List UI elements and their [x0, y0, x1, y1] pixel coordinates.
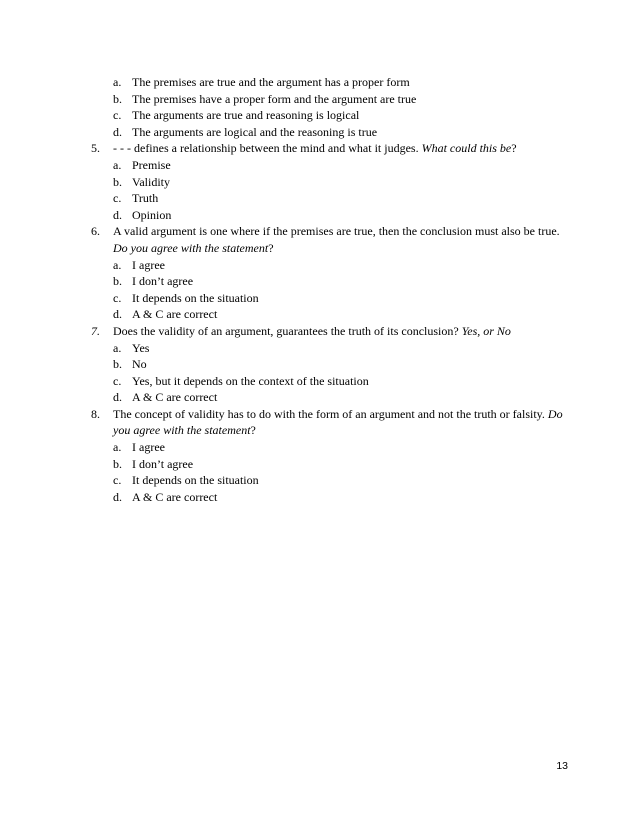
question-number: 8. [91, 406, 100, 421]
question-number: 5. [91, 141, 100, 156]
option-letter: d. [113, 390, 122, 405]
option-text: The arguments are true and reasoning is logical [132, 108, 360, 123]
option-letter: a. [113, 157, 122, 172]
option-7d [91, 389, 571, 406]
option-text: It depends on the situation [132, 290, 259, 305]
question-end: ? [511, 141, 517, 156]
option-text: Yes [132, 340, 150, 355]
option-letter: a. [113, 257, 122, 272]
option-letter: b. [113, 274, 122, 289]
option-letter: b. [113, 456, 122, 471]
option-5b [91, 174, 571, 191]
question-6 [91, 223, 571, 256]
option-7b [91, 356, 571, 373]
question-7 [91, 323, 571, 340]
option-text: Yes, but it depends on the context of the situation [132, 373, 369, 388]
option-letter: d. [113, 307, 122, 322]
question-5 [91, 140, 571, 157]
option-letter: c. [113, 290, 122, 305]
option-letter: b. [113, 357, 122, 372]
option-5d [91, 207, 571, 224]
option-letter: c. [113, 108, 122, 123]
option-letter: a. [113, 340, 122, 355]
option-6a [91, 257, 571, 274]
question-number: 6. [91, 224, 100, 239]
option-6c [91, 290, 571, 307]
option-text: A & C are correct [132, 390, 218, 405]
option-5a [91, 157, 571, 174]
option-text: Opinion [132, 207, 172, 222]
option-text: I don’t agree [132, 456, 194, 471]
option-text: I don’t agree [132, 274, 194, 289]
question-end: ? [250, 423, 256, 438]
option-letter: c. [113, 191, 122, 206]
question-text: Does the validity of an argument, guarantees the truth of its conclusion? [113, 323, 462, 338]
question-number: 7. [91, 323, 100, 338]
question-8 [91, 406, 571, 439]
question-text: The concept of validity has to do with the form of an argument and not the truth or falsity. [113, 406, 548, 421]
option-text: Validity [132, 174, 170, 189]
option-letter: c. [113, 473, 122, 488]
option-5c [91, 190, 571, 207]
option-4a [91, 74, 571, 91]
option-letter: d. [113, 124, 122, 139]
option-text: No [132, 357, 147, 372]
option-7a [91, 340, 571, 357]
option-text: I agree [132, 257, 165, 272]
option-4b [91, 91, 571, 108]
option-text: A & C are correct [132, 489, 218, 504]
option-letter: c. [113, 373, 122, 388]
option-letter: b. [113, 174, 122, 189]
option-6b [91, 273, 571, 290]
question-text: - - - defines a relationship between the mind and what it judges. [113, 141, 422, 156]
option-letter: d. [113, 207, 122, 222]
option-text: It depends on the situation [132, 473, 259, 488]
option-4d [91, 124, 571, 141]
option-8d [91, 489, 571, 506]
option-7c [91, 373, 571, 390]
question-end: ? [268, 240, 274, 255]
question-prompt: Yes, or No [461, 323, 511, 338]
option-text: I agree [132, 440, 165, 455]
option-letter: d. [113, 489, 122, 504]
option-8b [91, 456, 571, 473]
option-letter: a. [113, 440, 122, 455]
page-number: 13 [556, 760, 568, 772]
option-text: The premises are true and the argument has a proper form [132, 75, 410, 89]
option-text: Premise [132, 157, 171, 172]
option-text: A & C are correct [132, 307, 218, 322]
question-prompt: What could this be [421, 141, 512, 156]
question-prompt: Do you agree with the statement [113, 406, 563, 438]
option-8c [91, 472, 571, 489]
option-text: The arguments are logical and the reasoning is true [132, 124, 378, 139]
question-list [91, 74, 571, 505]
question-prompt: Do you agree with the statement [113, 240, 269, 255]
question-text: A valid argument is one where if the premises are true, then the conclusion must also be true. [113, 224, 560, 239]
option-6d [91, 306, 571, 323]
option-text: Truth [132, 191, 159, 206]
option-4c [91, 107, 571, 124]
option-letter: a. [113, 75, 122, 89]
option-text: The premises have a proper form and the argument are true [132, 91, 417, 106]
option-8a [91, 439, 571, 456]
option-letter: b. [113, 91, 122, 106]
